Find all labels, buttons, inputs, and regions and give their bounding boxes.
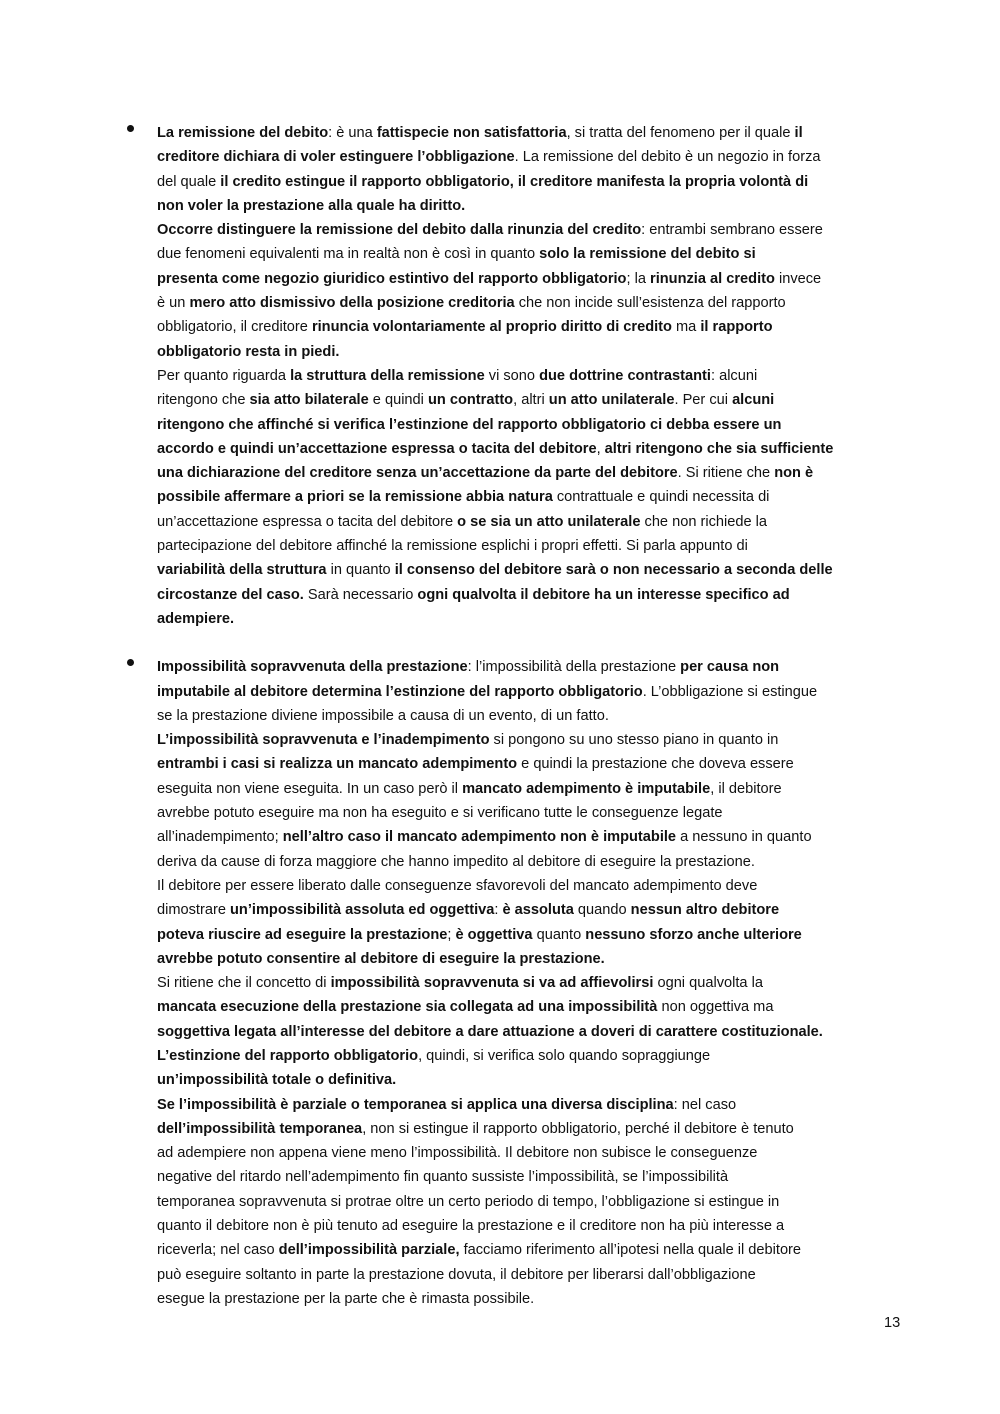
text-run: avrebbe potuto eseguire ma non ha eseguito e si verificano tutte le conseguenze legate: [157, 805, 723, 822]
bold-text-run: due dottrine contrastanti: [539, 367, 711, 384]
text-line: [157, 752, 907, 776]
text-run: facciamo riferimento all’ipotesi nella quale il debitore: [459, 1242, 802, 1259]
text-line: [157, 777, 907, 801]
bold-text-run: variabilità della struttura: [157, 562, 327, 579]
bold-text-run: non è: [774, 465, 814, 482]
bold-text-run: è assoluta: [502, 902, 574, 919]
page-number: 13: [884, 1315, 901, 1331]
text-line: [157, 534, 907, 558]
text-line: [157, 801, 907, 825]
text-run: quanto: [532, 926, 586, 943]
bold-text-run: adempiere.: [157, 610, 235, 627]
text-run: a nessuno in quanto: [676, 829, 812, 846]
text-line: [157, 704, 907, 728]
bold-text-run: poteva riuscire ad eseguire la prestazione: [157, 926, 448, 943]
text-line: [157, 655, 907, 679]
text-run: non oggettiva ma: [657, 999, 774, 1016]
text-line: [157, 510, 907, 534]
text-run: ogni qualvolta la: [653, 975, 763, 992]
text-line: [157, 971, 907, 995]
text-line: [157, 558, 907, 582]
bullet-dot-icon: [127, 659, 134, 666]
text-line: [157, 1117, 907, 1141]
text-run: : l’impossibilità della prestazione: [467, 659, 681, 676]
text-run: , si tratta del fenomeno per il quale: [566, 125, 795, 141]
text-run: riceverla; nel caso: [157, 1242, 279, 1259]
bold-text-run: per causa non: [680, 659, 780, 676]
text-run: : nel caso: [673, 1096, 737, 1113]
text-run: . La remissione del debito è un negozio in forza: [514, 149, 821, 166]
bold-text-run: Occorre distinguere la remissione del debito dalla rinunzia del credito: [157, 222, 642, 239]
bold-text-run: il rapporto: [700, 319, 773, 336]
text-line: [157, 995, 907, 1019]
text-run: può eseguire soltanto in parte la prestazione dovuta, il debitore per liberarsi dall’obbligazione: [157, 1266, 756, 1283]
text-run: che non incide sull’esistenza del rapporto: [514, 295, 786, 312]
text-run: negative del ritardo nell’adempimento fin quanto sussiste l’impossibilità, se l’impossibilità: [157, 1169, 729, 1186]
text-run: vi sono: [484, 367, 540, 384]
bold-text-run: L’impossibilità sopravvenuta e l’inadempimento: [157, 732, 490, 749]
text-line: [157, 413, 907, 437]
bold-text-run: ritengono che affinché si verifica l’estinzione del rapporto obbligatorio ci debba essere un: [157, 416, 782, 433]
text-line: [157, 923, 907, 947]
text-run: obbligatorio, il creditore: [157, 319, 312, 336]
text-line: [157, 1214, 907, 1238]
bold-text-run: dell’impossibilità temporanea: [157, 1120, 363, 1137]
text-line: [157, 607, 907, 631]
text-line: [157, 583, 907, 607]
text-run: : alcuni: [710, 367, 758, 384]
bold-text-run: solo la remissione del debito si: [539, 246, 756, 263]
text-line: [157, 485, 907, 509]
bold-text-run: possibile affermare a priori se la remissione abbia natura: [157, 489, 553, 506]
text-run: all’inadempimento;: [157, 829, 283, 846]
bold-text-run: nessuno sforzo anche ulteriore: [585, 926, 802, 943]
bold-text-run: fattispecie non satisfattoria: [376, 125, 567, 141]
bold-text-run: mancata esecuzione della prestazione sia collegata ad una impossibilità: [157, 999, 658, 1016]
text-run: del quale: [157, 173, 221, 190]
text-run: : entrambi sembrano essere: [641, 222, 823, 239]
text-run: si pongono su uno stesso piano in quanto in: [489, 732, 779, 749]
paragraph-remissione-debito: [157, 121, 907, 631]
text-run: , altri: [513, 392, 549, 409]
text-line: [157, 194, 907, 218]
text-run: due fenomeni equivalenti ma in realtà non è così in quanto: [157, 246, 540, 263]
text-run: e quindi: [368, 392, 428, 409]
text-run: Si ritiene che il concetto di: [157, 975, 331, 992]
bold-text-run: un atto unilaterale: [548, 392, 675, 409]
bold-text-run: la struttura della remissione: [290, 367, 485, 384]
text-run: contrattuale e quindi necessita di: [552, 489, 770, 506]
bold-text-run: L’estinzione del rapporto obbligatorio: [157, 1047, 419, 1064]
bold-text-run: un contratto: [427, 392, 514, 409]
text-run: ad adempiere non appena viene meno l’impossibilità. Il debitore non subisce le conseguenze: [157, 1145, 758, 1162]
text-run: temporanea sopravvenuta si protrae oltre un certo periodo di tempo, l’obbligazione si estingue in: [157, 1193, 780, 1210]
text-run: ;: [447, 926, 456, 943]
text-line: [157, 291, 907, 315]
text-run: Il debitore per essere liberato dalle conseguenze sfavorevoli del mancato adempimento deve: [157, 877, 758, 894]
bold-text-run: altri ritengono che sia sufficiente: [604, 440, 834, 457]
text-line: [157, 1263, 907, 1287]
text-run: Per quanto riguarda: [157, 367, 291, 384]
bold-text-run: alcuni: [732, 392, 775, 409]
bold-text-run: nell’altro caso il mancato adempimento non è imputabile: [282, 829, 677, 846]
text-line: [157, 1165, 907, 1189]
text-run: dimostrare: [157, 902, 230, 919]
text-run: quando: [573, 902, 631, 919]
bold-text-run: accordo e quindi un’accettazione espressa o tacita del debitore: [157, 440, 597, 457]
bold-text-run: impossibilità sopravvenuta si va ad affievolirsi: [330, 975, 654, 992]
bold-text-run: rinuncia volontariamente al proprio diritto di credito: [311, 319, 672, 336]
bold-text-run: il consenso del debitore sarà o non necessario a seconda delle: [394, 562, 833, 579]
text-line: [157, 850, 907, 874]
bold-text-run: avrebbe potuto consentire al debitore di eseguire la prestazione.: [157, 950, 605, 967]
bold-text-run: presenta come negozio giuridico estintivo del rapporto obbligatorio: [157, 270, 627, 287]
text-line: [157, 1044, 907, 1068]
text-run: invece: [774, 270, 822, 287]
text-line: [157, 728, 907, 752]
bold-text-run: un’impossibilità assoluta ed oggettiva: [230, 902, 495, 919]
text-line: [157, 340, 907, 364]
text-line: [157, 874, 907, 898]
text-run: ; la: [626, 270, 651, 287]
bold-text-run: entrambi i casi si realizza un mancato adempimento: [157, 756, 518, 773]
text-run: ,: [596, 440, 605, 457]
text-line: [157, 1238, 907, 1262]
bullet-impossibilita-sopravvenuta: [157, 655, 907, 1311]
bold-text-run: il: [794, 125, 803, 141]
bold-text-run: obbligatorio resta in piedi.: [157, 343, 340, 360]
paragraph-impossibilita-sopravvenuta: [157, 655, 907, 1311]
bold-text-run: il credito estingue il rapporto obbligatorio, il creditore manifesta la propria volontà di: [220, 173, 809, 190]
text-run: , il debitore: [710, 780, 782, 797]
text-line: [157, 1093, 907, 1117]
text-run: , non si estingue il rapporto obbligatorio, perché il debitore è tenuto: [362, 1120, 794, 1137]
text-line: [157, 364, 907, 388]
bold-text-run: Se l’impossibilità è parziale o temporanea si applica una diversa disciplina: [157, 1096, 674, 1113]
bold-text-run: circostanze del caso.: [157, 586, 304, 603]
text-run: se la prestazione diviene impossibile a causa di un evento, di un fatto.: [157, 707, 609, 724]
bold-text-run: mancato adempimento è imputabile: [462, 780, 711, 797]
text-line: [157, 170, 907, 194]
bold-text-run: soggettiva legata all’interesse del debitore a dare attuazione a doveri di carattere costituzionale.: [157, 1023, 823, 1040]
text-line: [157, 388, 907, 412]
text-run: ritengono che: [157, 392, 250, 409]
bold-text-run: creditore dichiara di voler estinguere l’obbligazione: [157, 149, 515, 166]
text-line: [157, 1141, 907, 1165]
bold-text-run: rinunzia al credito: [650, 270, 775, 287]
bullet-remissione-debito: [157, 121, 907, 631]
text-run: e quindi la prestazione che doveva essere: [517, 756, 794, 773]
text-line: [157, 267, 907, 291]
text-run: deriva da cause di forza maggiore che hanno impedito al debitore di eseguire la prestazione.: [157, 853, 755, 870]
text-run: in quanto: [326, 562, 395, 579]
bold-text-run: imputabile al debitore determina l’estinzione del rapporto obbligatorio: [157, 683, 643, 700]
text-line: [157, 461, 907, 485]
bold-text-run: ogni qualvolta il debitore ha un interesse specifico ad: [417, 586, 790, 603]
document-body: [157, 121, 907, 1311]
text-line: [157, 1190, 907, 1214]
text-run: è un: [157, 295, 190, 312]
text-run: . L’obbligazione si estingue: [642, 683, 818, 700]
bold-text-run: un’impossibilità totale o definitiva.: [157, 1072, 397, 1089]
bold-text-run: una dichiarazione del creditore senza un’accettazione da parte del debitore: [157, 465, 678, 482]
text-run: esegue la prestazione per la parte che è rimasta possibile.: [157, 1290, 535, 1307]
text-run: : è una: [328, 125, 377, 141]
bold-text-run: è oggettiva: [455, 926, 533, 943]
text-line: [157, 145, 907, 169]
text-run: . Si ritiene che: [677, 465, 775, 482]
bullet-dot-icon: [127, 125, 134, 132]
text-line: [157, 825, 907, 849]
bold-text-run: o se sia un atto unilaterale: [457, 513, 641, 530]
text-line: [157, 121, 907, 145]
text-line: [157, 218, 907, 242]
text-run: eseguita non viene eseguita. In un caso però il: [157, 780, 463, 797]
bold-text-run: nessun altro debitore: [630, 902, 780, 919]
text-run: partecipazione del debitore affinché la remissione esplichi i propri effetti. Si parla appunto di: [157, 538, 748, 555]
text-run: che non richiede la: [640, 513, 768, 530]
bold-text-run: sia atto bilaterale: [249, 392, 369, 409]
bold-text-run: Impossibilità sopravvenuta della prestazione: [157, 659, 468, 676]
text-run: quanto il debitore non è più tenuto ad eseguire la prestazione e il creditore non ha più interesse a: [157, 1218, 785, 1235]
bold-text-run: non voler la prestazione alla quale ha diritto.: [157, 197, 466, 214]
text-line: [157, 1020, 907, 1044]
text-line: [157, 1068, 907, 1092]
text-run: un’accettazione espressa o tacita del debitore: [157, 513, 458, 530]
text-run: ma: [671, 319, 701, 336]
text-run: . Per cui: [674, 392, 733, 409]
text-line: [157, 437, 907, 461]
text-line: [157, 1287, 907, 1311]
text-line: [157, 242, 907, 266]
bold-text-run: dell’impossibilità parziale,: [278, 1242, 460, 1259]
bold-text-run: mero atto dismissivo della posizione creditoria: [189, 295, 515, 312]
text-run: Sarà necessario: [303, 586, 418, 603]
text-line: [157, 898, 907, 922]
text-line: [157, 315, 907, 339]
text-run: , quindi, si verifica solo quando sopraggiunge: [418, 1047, 711, 1064]
text-run: :: [494, 902, 503, 919]
text-line: [157, 947, 907, 971]
bold-text-run: La remissione del debito: [157, 125, 329, 141]
text-line: [157, 680, 907, 704]
